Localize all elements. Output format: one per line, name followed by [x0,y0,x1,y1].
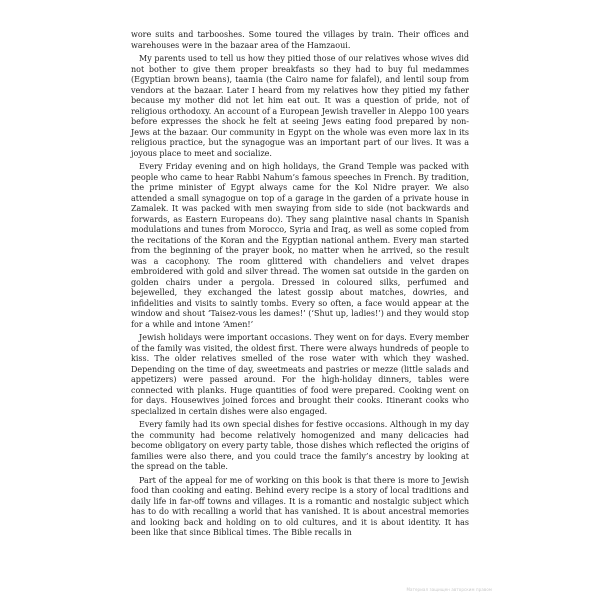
paragraph-2: My parents used to tell us how they pitied those of our relatives whose wives did not bother to give them proper breakfasts so they had to buy ful medammes (Egyptian brown beans), taamia (the Cairo name for falafel), and lentil soup from vendors at the bazaar. Later I heard from my relatives how they pitied my father because my mother did not let him eat out. It was a question of pride, not of religious orthodoxy. An account of a European Jewish traveller in Aleppo 100 years before expresses the shock he felt at seeing Jews eating food prepared by non-Jews at the bazaar. Our community in Egypt on the whole was even more lax in its religious practice, but the synagogue was an important part of our lives. It was a joyous place to meet and socialize. [131,54,469,158]
paragraph-4: Jewish holidays were important occasions. They went on for days. Every member of the family was visited, the oldest first. There were always hundreds of people to kiss. The older relatives smelled of the rose water with which they washed. Depending on the time of day, sweetmeats and pastries or mezze (little salads and appetizers) were passed around. For the high-holiday dinners, tables were connected with planks. Huge quantities of food were prepared. Cooking went on for days. Housewives joined forces and brought their cooks. Itinerant cooks who specialized in certain dishes were also engaged. [131,333,469,416]
paragraph-6: Part of the appeal for me of working on this book is that there is more to Jewish food than cooking and eating. Behind every recipe is a story of local traditions and daily life in far-off towns and villages. It is a romantic and nostalgic subject which has to do with recalling a world that has vanished. It is about ancestral memories and looking back and holding on to old cultures, and it is about identity. It has been like that since Biblical times. The Bible recalls in [131,475,469,537]
page-body [131,30,469,542]
copyright-watermark: Материал защищен авторским правом [406,587,492,592]
paragraph-5: Every family had its own special dishes for festive occasions. Although in my day the community had become relatively homogenized and many delicacies had become obligatory on every party table, those dishes which reflected the origins of families were also there, and you could trace the family’s ancestry by looking at the spread on the table. [131,420,469,471]
paragraph-1: wore suits and tarbooshes. Some toured the villages by train. Their offices and warehouses were in the bazaar area of the Hamzaoui. [131,30,469,50]
paragraph-3: Every Friday evening and on high holidays, the Grand Temple was packed with people who came to hear Rabbi Nahum’s famous speeches in French. By tradition, the prime minister of Egypt always came for the Kol Nidre prayer. We also attended a small synagogue on top of a garage in the garden of a private house in Zamalek. It was packed with men swaying from side to side (not backwards and forwards, as Eastern Europeans do). They sang plaintive nasal chants in Spanish modulations and tunes from Morocco, Syria and Iraq, as well as some copied from the recitations of the Koran and the Egyptian national anthem. Every man started from the beginning of the prayer book, no matter when he arrived, so the result was a cacophony. The room glittered with chandeliers and velvet drapes embroidered with gold and silver thread. The women sat outside in the garden on golden chairs under a pergola. Dressed in coloured silks, perfumed and bejewelled, they exchanged the latest gossip about matches, dowries, and infidelities and visits to saintly tombs. Every so often, a face would appear at the window and shout ‘Taisez-vous les dames!’ (‘Shut up, ladies!’) and they would stop for a while and intone ‘Amen!’ [131,162,469,329]
